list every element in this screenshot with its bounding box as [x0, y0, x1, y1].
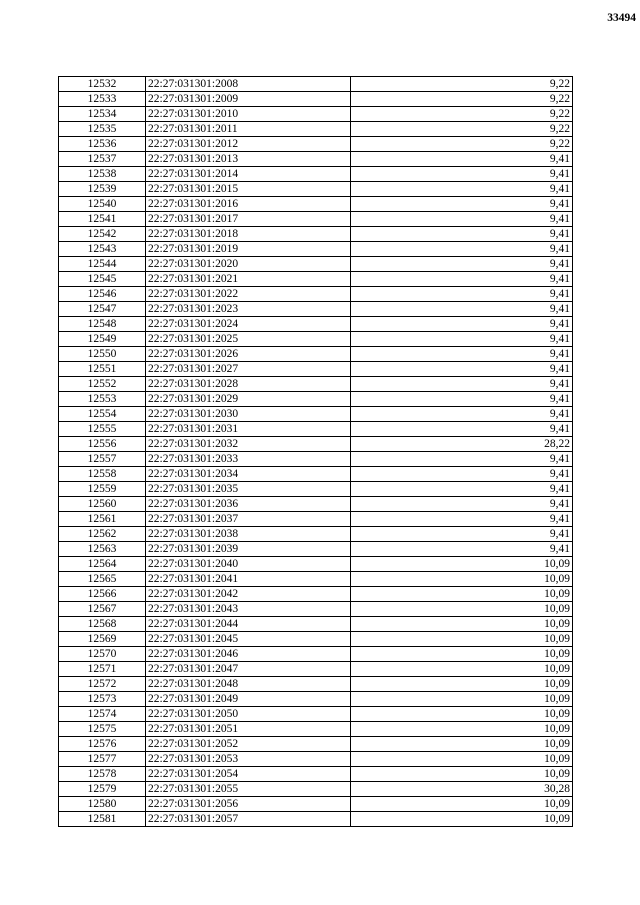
row-number: 12538: [59, 167, 146, 182]
table-row: [59, 467, 573, 482]
row-number: 12555: [59, 422, 146, 437]
table-row: [59, 677, 573, 692]
cadastral-number: 22:27:031301:2011: [146, 122, 351, 137]
row-value: 9,41: [351, 347, 573, 362]
row-number: 12541: [59, 212, 146, 227]
row-value: 9,41: [351, 302, 573, 317]
table-row: [59, 152, 573, 167]
table-row: [59, 602, 573, 617]
row-number: 12572: [59, 677, 146, 692]
row-number: 12535: [59, 122, 146, 137]
cadastral-number: 22:27:031301:2045: [146, 632, 351, 647]
cadastral-number: 22:27:031301:2018: [146, 227, 351, 242]
row-value: 28,22: [351, 437, 573, 452]
cadastral-number: 22:27:031301:2042: [146, 587, 351, 602]
table-row: [59, 512, 573, 527]
cadastral-number: 22:27:031301:2009: [146, 92, 351, 107]
table-row: [59, 167, 573, 182]
row-number: 12576: [59, 737, 146, 752]
cadastral-number: 22:27:031301:2033: [146, 452, 351, 467]
row-value: 9,22: [351, 122, 573, 137]
row-value: 9,22: [351, 107, 573, 122]
table-row: [59, 422, 573, 437]
table-row: [59, 302, 573, 317]
row-number: 12554: [59, 407, 146, 422]
row-value: 10,09: [351, 587, 573, 602]
row-value: 10,09: [351, 752, 573, 767]
table-row: [59, 332, 573, 347]
row-number: 12536: [59, 137, 146, 152]
row-number: 12553: [59, 392, 146, 407]
row-value: 9,41: [351, 227, 573, 242]
row-value: 10,09: [351, 617, 573, 632]
row-number: 12540: [59, 197, 146, 212]
table-row: [59, 392, 573, 407]
row-value: 10,09: [351, 632, 573, 647]
row-value: 10,09: [351, 557, 573, 572]
table-row: [59, 122, 573, 137]
row-number: 12571: [59, 662, 146, 677]
row-value: 9,41: [351, 167, 573, 182]
row-value: 9,41: [351, 497, 573, 512]
row-value: 9,22: [351, 137, 573, 152]
row-number: 12573: [59, 692, 146, 707]
cadastral-table: [58, 76, 573, 827]
row-value: 10,09: [351, 602, 573, 617]
row-number: 12543: [59, 242, 146, 257]
table-row: [59, 227, 573, 242]
table-row: [59, 722, 573, 737]
cadastral-number: 22:27:031301:2024: [146, 317, 351, 332]
row-number: 12533: [59, 92, 146, 107]
row-number: 12550: [59, 347, 146, 362]
cadastral-number: 22:27:031301:2052: [146, 737, 351, 752]
table-row: [59, 452, 573, 467]
cadastral-number: 22:27:031301:2036: [146, 497, 351, 512]
cadastral-number: 22:27:031301:2015: [146, 182, 351, 197]
table-row: [59, 767, 573, 782]
cadastral-number: 22:27:031301:2012: [146, 137, 351, 152]
row-number: 12563: [59, 542, 146, 557]
table-row: [59, 137, 573, 152]
cadastral-number: 22:27:031301:2025: [146, 332, 351, 347]
table-row: [59, 572, 573, 587]
row-number: 12549: [59, 332, 146, 347]
row-value: 9,41: [351, 152, 573, 167]
cadastral-number: 22:27:031301:2008: [146, 77, 351, 92]
table-row: [59, 617, 573, 632]
cadastral-number: 22:27:031301:2051: [146, 722, 351, 737]
row-value: 10,09: [351, 692, 573, 707]
table-row: [59, 662, 573, 677]
row-value: 10,09: [351, 662, 573, 677]
cadastral-number: 22:27:031301:2031: [146, 422, 351, 437]
row-number: 12562: [59, 527, 146, 542]
row-number: 12534: [59, 107, 146, 122]
cadastral-number: 22:27:031301:2023: [146, 302, 351, 317]
cadastral-number: 22:27:031301:2037: [146, 512, 351, 527]
row-number: 12552: [59, 377, 146, 392]
row-number: 12547: [59, 302, 146, 317]
row-number: 12567: [59, 602, 146, 617]
row-value: 9,41: [351, 212, 573, 227]
table-row: [59, 482, 573, 497]
table-row: [59, 182, 573, 197]
row-value: 9,41: [351, 257, 573, 272]
row-value: 10,09: [351, 647, 573, 662]
row-number: 12581: [59, 812, 146, 827]
cadastral-number: 22:27:031301:2040: [146, 557, 351, 572]
cadastral-number: 22:27:031301:2046: [146, 647, 351, 662]
table-row: [59, 692, 573, 707]
cadastral-number: 22:27:031301:2057: [146, 812, 351, 827]
cadastral-number: 22:27:031301:2034: [146, 467, 351, 482]
table-row: [59, 527, 573, 542]
table-row: [59, 497, 573, 512]
row-value: 10,09: [351, 812, 573, 827]
row-number: 12569: [59, 632, 146, 647]
table-row: [59, 317, 573, 332]
row-number: 12577: [59, 752, 146, 767]
row-number: 12565: [59, 572, 146, 587]
table-row: [59, 737, 573, 752]
cadastral-number: 22:27:031301:2053: [146, 752, 351, 767]
table-row: [59, 647, 573, 662]
cadastral-number: 22:27:031301:2055: [146, 782, 351, 797]
cadastral-number: 22:27:031301:2048: [146, 677, 351, 692]
cadastral-number: 22:27:031301:2047: [146, 662, 351, 677]
cadastral-number: 22:27:031301:2028: [146, 377, 351, 392]
cadastral-number: 22:27:031301:2022: [146, 287, 351, 302]
row-number: 12544: [59, 257, 146, 272]
cadastral-number: 22:27:031301:2032: [146, 437, 351, 452]
table-row: [59, 287, 573, 302]
row-number: 12564: [59, 557, 146, 572]
table-row: [59, 752, 573, 767]
row-value: 10,09: [351, 737, 573, 752]
table-row: [59, 407, 573, 422]
row-value: 9,22: [351, 77, 573, 92]
cadastral-number: 22:27:031301:2027: [146, 362, 351, 377]
row-value: 9,41: [351, 377, 573, 392]
cadastral-number: 22:27:031301:2050: [146, 707, 351, 722]
cadastral-number: 22:27:031301:2029: [146, 392, 351, 407]
row-value: 9,41: [351, 407, 573, 422]
cadastral-number: 22:27:031301:2044: [146, 617, 351, 632]
cadastral-number: 22:27:031301:2017: [146, 212, 351, 227]
table-row: [59, 557, 573, 572]
cadastral-number: 22:27:031301:2054: [146, 767, 351, 782]
row-number: 12575: [59, 722, 146, 737]
row-number: 12566: [59, 587, 146, 602]
row-value: 10,09: [351, 767, 573, 782]
row-value: 10,09: [351, 707, 573, 722]
row-value: 9,41: [351, 482, 573, 497]
row-value: 9,41: [351, 182, 573, 197]
cadastral-number: 22:27:031301:2020: [146, 257, 351, 272]
row-value: 10,09: [351, 572, 573, 587]
row-number: 12557: [59, 452, 146, 467]
row-value: 9,41: [351, 422, 573, 437]
cadastral-number: 22:27:031301:2043: [146, 602, 351, 617]
row-value: 10,09: [351, 722, 573, 737]
row-value: 9,41: [351, 452, 573, 467]
table-row: [59, 632, 573, 647]
row-number: 12560: [59, 497, 146, 512]
row-number: 12542: [59, 227, 146, 242]
row-number: 12578: [59, 767, 146, 782]
table-row: [59, 362, 573, 377]
row-value: 30,28: [351, 782, 573, 797]
table-row: [59, 587, 573, 602]
row-number: 12559: [59, 482, 146, 497]
row-value: 9,41: [351, 512, 573, 527]
table-row: [59, 257, 573, 272]
row-number: 12570: [59, 647, 146, 662]
cadastral-number: 22:27:031301:2038: [146, 527, 351, 542]
row-value: 9,41: [351, 287, 573, 302]
table-row: [59, 347, 573, 362]
row-value: 9,41: [351, 362, 573, 377]
cadastral-number: 22:27:031301:2030: [146, 407, 351, 422]
row-value: 10,09: [351, 797, 573, 812]
cadastral-number: 22:27:031301:2013: [146, 152, 351, 167]
cadastral-number: 22:27:031301:2021: [146, 272, 351, 287]
row-value: 9,41: [351, 197, 573, 212]
row-value: 9,41: [351, 272, 573, 287]
row-number: 12579: [59, 782, 146, 797]
row-number: 12539: [59, 182, 146, 197]
row-value: 9,41: [351, 392, 573, 407]
table-row: [59, 197, 573, 212]
row-value: 9,41: [351, 527, 573, 542]
row-number: 12561: [59, 512, 146, 527]
cadastral-number: 22:27:031301:2026: [146, 347, 351, 362]
row-number: 12545: [59, 272, 146, 287]
row-value: 9,41: [351, 332, 573, 347]
row-value: 9,41: [351, 467, 573, 482]
cadastral-number: 22:27:031301:2010: [146, 107, 351, 122]
table-row: [59, 812, 573, 827]
table-row: [59, 107, 573, 122]
cadastral-number: 22:27:031301:2041: [146, 572, 351, 587]
row-number: 12548: [59, 317, 146, 332]
row-value: 9,41: [351, 542, 573, 557]
cadastral-number: 22:27:031301:2035: [146, 482, 351, 497]
page-number: 33494: [607, 12, 636, 24]
table-row: [59, 542, 573, 557]
table-row: [59, 377, 573, 392]
table-row: [59, 782, 573, 797]
table-row: [59, 212, 573, 227]
row-value: 9,22: [351, 92, 573, 107]
cadastral-number: 22:27:031301:2014: [146, 167, 351, 182]
row-number: 12537: [59, 152, 146, 167]
cadastral-number: 22:27:031301:2039: [146, 542, 351, 557]
table-row: [59, 437, 573, 452]
table-row: [59, 77, 573, 92]
row-number: 12580: [59, 797, 146, 812]
table-row: [59, 272, 573, 287]
row-value: 9,41: [351, 317, 573, 332]
table-row: [59, 797, 573, 812]
row-number: 12546: [59, 287, 146, 302]
cadastral-number: 22:27:031301:2019: [146, 242, 351, 257]
table-row: [59, 242, 573, 257]
row-number: 12551: [59, 362, 146, 377]
table-body: [59, 77, 573, 827]
row-number: 12532: [59, 77, 146, 92]
row-number: 12556: [59, 437, 146, 452]
row-number: 12558: [59, 467, 146, 482]
table-row: [59, 92, 573, 107]
row-value: 10,09: [351, 677, 573, 692]
cadastral-number: 22:27:031301:2049: [146, 692, 351, 707]
table-row: [59, 707, 573, 722]
cadastral-number: 22:27:031301:2016: [146, 197, 351, 212]
row-number: 12568: [59, 617, 146, 632]
row-value: 9,41: [351, 242, 573, 257]
cadastral-number: 22:27:031301:2056: [146, 797, 351, 812]
row-number: 12574: [59, 707, 146, 722]
